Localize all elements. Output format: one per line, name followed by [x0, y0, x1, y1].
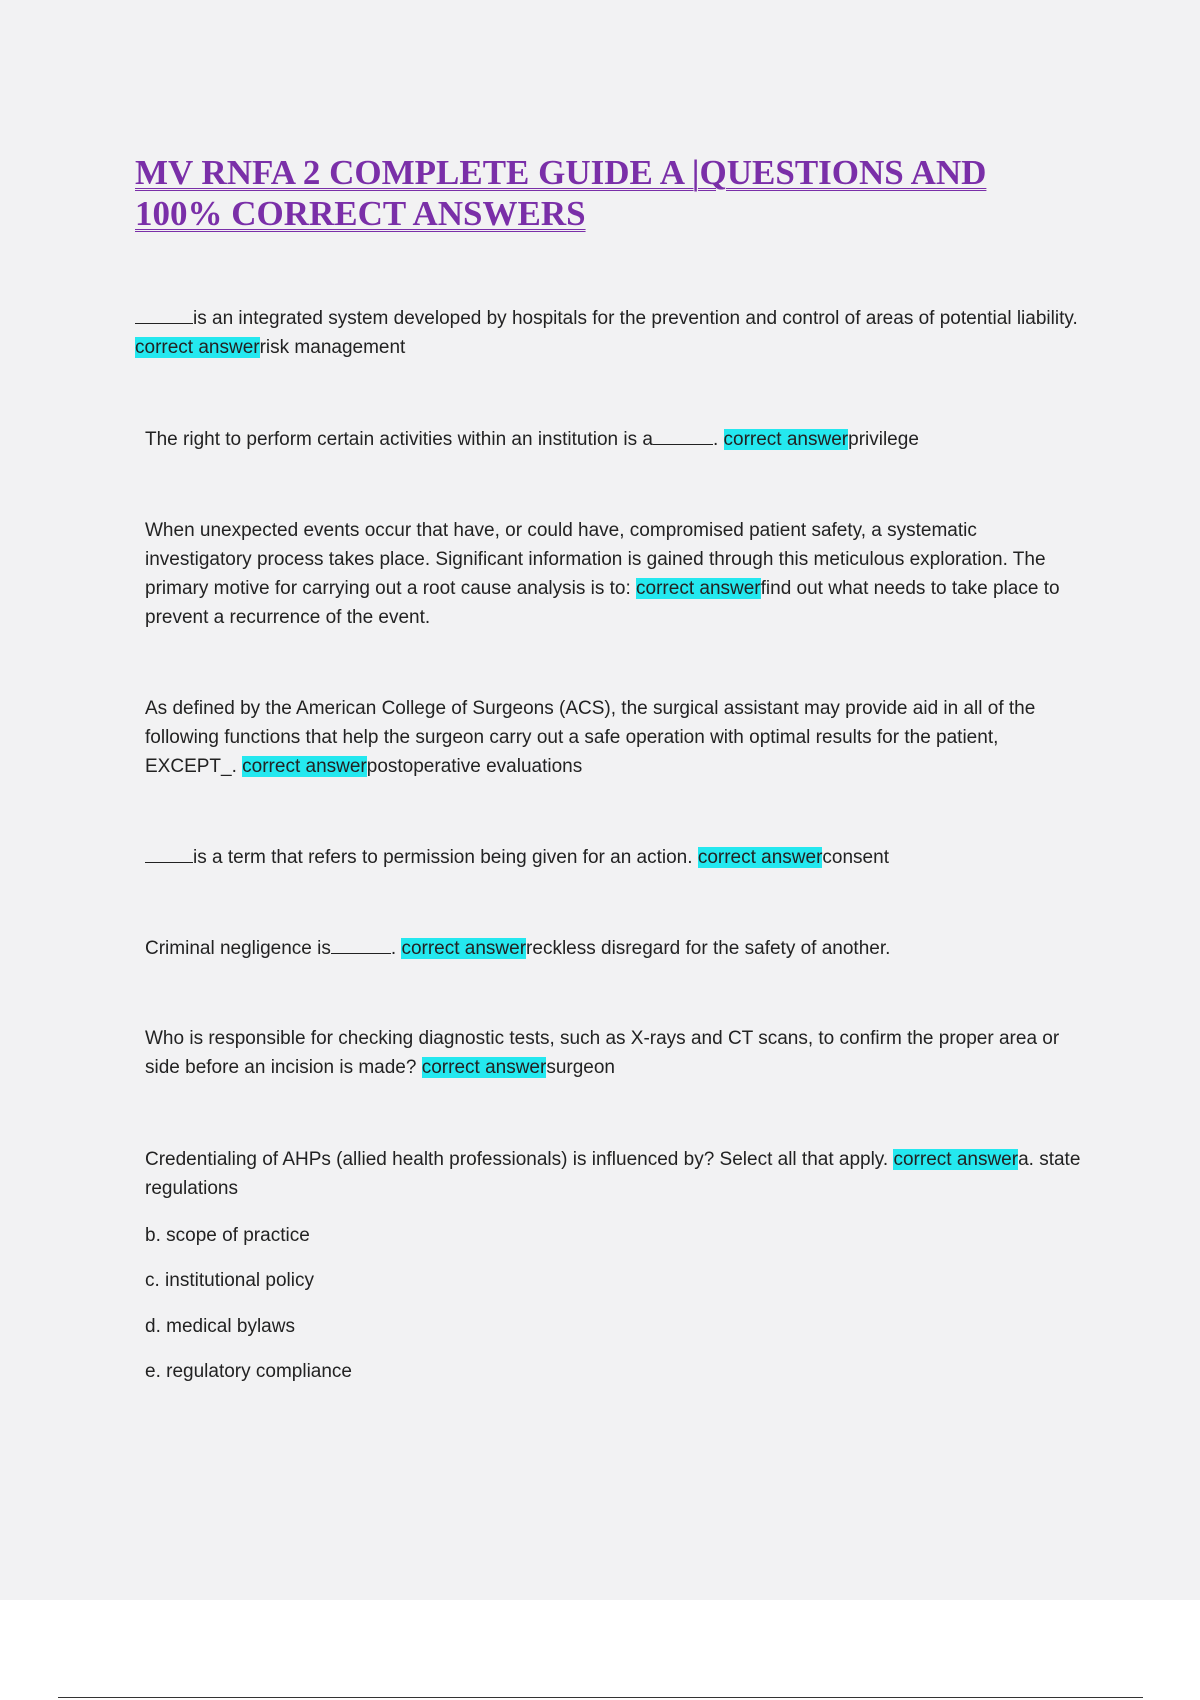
correct-answer-tag: correct answer: [135, 337, 260, 358]
answer-text: find out what needs to take place to prevent a recurrence of the event.: [145, 578, 1060, 628]
answer-text: surgeon: [546, 1057, 615, 1078]
title-line-2: 100% CORRECT ANSWERS: [135, 194, 586, 233]
fill-in-blank: [653, 427, 713, 445]
fill-in-blank: [145, 845, 193, 863]
answer-text: privilege: [848, 429, 919, 450]
title-line-1: MV RNFA 2 COMPLETE GUIDE A |QUESTIONS AND: [135, 153, 987, 192]
question-text: Credentialing of AHPs (allied health professionals) is influenced by? Select all that apply.: [145, 1149, 894, 1170]
question-text: The right to perform certain activities within an institution is a: [145, 429, 653, 450]
qa-item-5: [145, 843, 1085, 872]
answer-text: a. state regulations: [145, 1149, 1081, 1199]
correct-answer-tag: correct answer: [893, 1149, 1019, 1170]
question-text: is a term that refers to permission being given for an action.: [193, 847, 698, 868]
question-text: As defined by the American College of Surgeons (ACS), the surgical assistant may provide aid in all of the following functions that help the surgeon carry out a safe operation with optimal results for the patient, EXCEPT_.: [145, 698, 1036, 777]
answer-text: consent: [822, 847, 889, 868]
question-text-end: .: [712, 429, 724, 450]
answer-option-d: d. medical bylaws: [145, 1316, 295, 1337]
qa-item-1: [135, 304, 1085, 362]
answer-option-b: b. scope of practice: [145, 1225, 310, 1246]
fill-in-blank: [331, 936, 391, 954]
question-text: Criminal negligence is: [145, 938, 331, 959]
correct-answer-tag: correct answer: [697, 847, 823, 868]
question-text: is an integrated system developed by hospitals for the prevention and control of areas of potential liability.: [193, 308, 1078, 329]
qa-item-3: [145, 516, 1085, 632]
question-text: Who is responsible for checking diagnostic tests, such as X-rays and CT scans, to confirm the proper area or side before an incision is made?: [145, 1028, 1060, 1078]
answer-text: risk management: [259, 337, 406, 358]
fill-in-blank: [135, 306, 193, 324]
correct-answer-tag: correct answer: [723, 429, 849, 450]
answer-text: reckless disregard for the safety of another.: [526, 938, 891, 959]
document-title: [135, 152, 1095, 234]
answer-text: postoperative evaluations: [366, 756, 583, 777]
answer-option-e: e. regulatory compliance: [145, 1361, 352, 1382]
qa-item-2: [145, 425, 1085, 454]
answer-option-c: c. institutional policy: [145, 1270, 314, 1291]
correct-answer-tag: correct answer: [636, 578, 761, 599]
qa-item-4: [145, 694, 1085, 781]
correct-answer-tag: correct answer: [401, 938, 527, 959]
qa-item-6: [145, 934, 1085, 963]
correct-answer-tag: correct answer: [242, 756, 367, 777]
question-text-end: .: [390, 938, 402, 959]
footer-divider: [58, 1697, 1143, 1698]
qa-item-7: [145, 1024, 1085, 1082]
qa-item-8: [145, 1145, 1085, 1203]
question-text: When unexpected events occur that have, or could have, compromised patient safety, a systematic investigatory process takes place. Significant information is gained through this meticulous exploration. The primary motive for carrying out a root cause analysis is to:: [145, 520, 1046, 599]
correct-answer-tag: correct answer: [421, 1057, 547, 1078]
